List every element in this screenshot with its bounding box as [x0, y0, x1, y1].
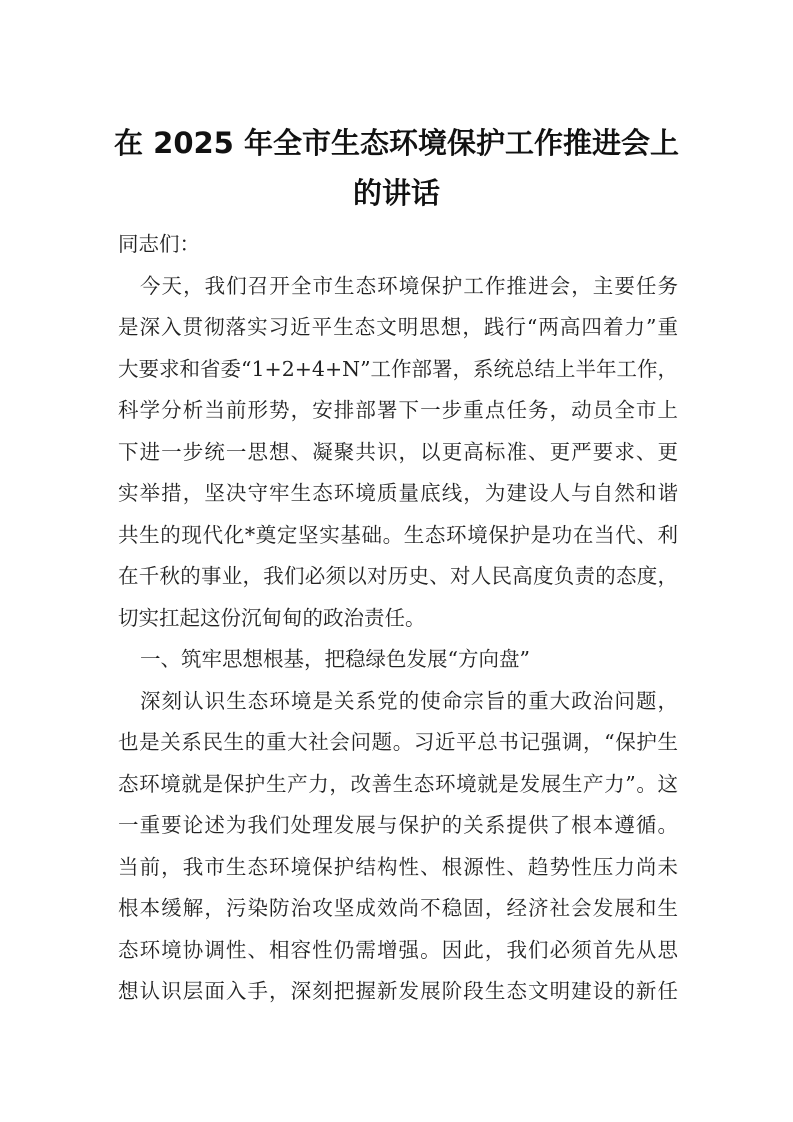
- paragraph-line: 当前，我市生态环境保护结构性、根源性、趋势性压力尚未: [118, 854, 678, 879]
- salutation: 同志们：: [118, 232, 200, 256]
- paragraph-line: 共生的现代化*奠定坚实基础。生态环境保护是功在当代、利: [118, 522, 678, 547]
- paragraph-line: 想认识层面入手，深刻把握新发展阶段生态文明建设的新任: [118, 979, 678, 1003]
- paragraph-line: 态环境就是保护生产力，改善生态环境就是发展生产力”。这: [118, 771, 678, 796]
- paragraph-line: 态环境协调性、相容性仍需增强。因此，我们必须首先从思: [118, 937, 678, 962]
- paragraph-line: 深刻认识生态环境是关系党的使命宗旨的重大政治问题，: [140, 688, 678, 713]
- paragraph-1: [118, 266, 678, 640]
- title-line-1: 在 2025 年全市生态环境保护工作推进会上: [114, 126, 679, 160]
- paragraph-line: 下进一步统一思想、凝聚共识，以更高标准、更严要求、更: [118, 439, 678, 464]
- paragraph-line: 是深入贯彻落实习近平生态文明思想，践行“两高四着力”重: [118, 315, 678, 339]
- paragraph-line: 在千秋的事业，我们必须以对历史、对人民高度负责的态度，: [118, 564, 678, 588]
- paragraph-2: [118, 681, 678, 1013]
- paragraph-line: 实举措，坚决守牢生态环境质量底线，为建设人与自然和谐: [118, 481, 678, 505]
- paragraph-line: 大要求和省委“1+2+4+N”工作部署，系统总结上半年工作，: [118, 356, 678, 381]
- document-title: [100, 118, 693, 218]
- document-body: [118, 224, 678, 1013]
- paragraph-line: 切实扛起这份沉甸甸的政治责任。: [118, 605, 426, 630]
- paragraph-line: 也是关系民生的重大社会问题。习近平总书记强调，“保护生: [118, 730, 678, 754]
- title-line-2: 的讲话: [352, 176, 440, 210]
- paragraph-line: 今天，我们召开全市生态环境保护工作推进会，主要任务: [140, 273, 678, 298]
- section-heading-1: 一、筑牢思想根基，把稳绿色发展“方向盘”: [140, 647, 530, 671]
- paragraph-line: 一重要论述为我们处理发展与保护的关系提供了根本遵循。: [118, 813, 678, 837]
- paragraph-line: 根本缓解，污染防治攻坚成效尚不稳固，经济社会发展和生: [118, 896, 678, 920]
- paragraph-line: 科学分析当前形势，安排部署下一步重点任务，动员全市上: [118, 398, 678, 422]
